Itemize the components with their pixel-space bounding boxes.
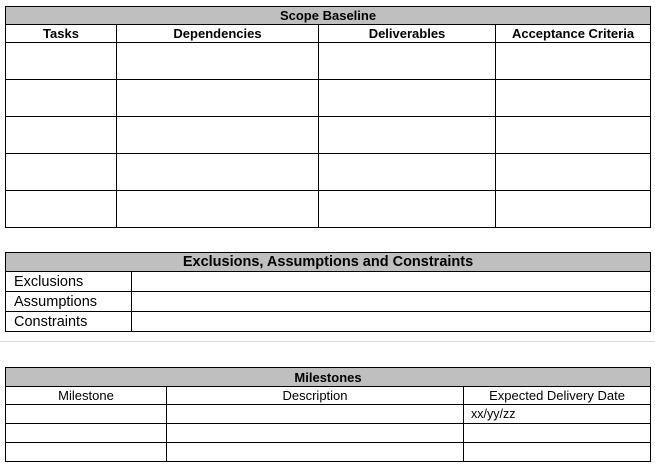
table-cell[interactable] — [319, 191, 496, 228]
column-header-acceptance-criteria: Acceptance Criteria — [496, 25, 651, 43]
milestones-table — [5, 367, 651, 462]
column-header-tasks: Tasks — [6, 25, 117, 43]
scope-baseline-table — [5, 6, 651, 228]
table-cell[interactable] — [319, 43, 496, 80]
table-cell[interactable] — [496, 154, 651, 191]
row-label-exclusions: Exclusions — [6, 272, 132, 292]
table-row — [6, 424, 651, 443]
table-row — [6, 80, 651, 117]
column-header-expected-delivery-date: Expected Delivery Date — [464, 387, 651, 405]
exclusions-assumptions-constraints-table — [5, 252, 651, 332]
table-row — [6, 117, 651, 154]
table-row — [6, 292, 651, 312]
exclusions-value-cell[interactable] — [132, 272, 651, 292]
delivery-date-cell[interactable] — [464, 424, 651, 443]
description-cell[interactable] — [167, 424, 464, 443]
table-cell[interactable] — [117, 154, 319, 191]
table-cell[interactable] — [319, 117, 496, 154]
column-header-milestone: Milestone — [6, 387, 167, 405]
table-row — [6, 154, 651, 191]
table-row — [6, 443, 651, 462]
table-cell[interactable] — [117, 80, 319, 117]
table-row — [6, 43, 651, 80]
table-cell[interactable] — [6, 80, 117, 117]
row-label-assumptions: Assumptions — [6, 292, 132, 312]
table-cell[interactable] — [6, 191, 117, 228]
row-label-constraints: Constraints — [6, 312, 132, 332]
milestone-cell[interactable] — [6, 443, 167, 462]
table-row — [6, 312, 651, 332]
delivery-date-cell[interactable]: xx/yy/zz — [464, 405, 651, 424]
table-cell[interactable] — [117, 117, 319, 154]
constraints-value-cell[interactable] — [132, 312, 651, 332]
table-cell[interactable] — [6, 117, 117, 154]
milestones-title: Milestones — [6, 368, 651, 387]
table-cell[interactable] — [319, 80, 496, 117]
column-header-dependencies: Dependencies — [117, 25, 319, 43]
eac-title: Exclusions, Assumptions and Constraints — [6, 253, 651, 272]
column-header-description: Description — [167, 387, 464, 405]
table-row — [6, 272, 651, 292]
delivery-date-cell[interactable] — [464, 443, 651, 462]
description-cell[interactable] — [167, 405, 464, 424]
description-cell[interactable] — [167, 443, 464, 462]
table-cell[interactable] — [319, 154, 496, 191]
column-header-deliverables: Deliverables — [319, 25, 496, 43]
section-divider — [0, 341, 655, 342]
table-cell[interactable] — [117, 43, 319, 80]
table-cell[interactable] — [496, 191, 651, 228]
table-row — [6, 191, 651, 228]
table-cell[interactable] — [6, 154, 117, 191]
table-cell[interactable] — [496, 117, 651, 154]
scope-baseline-title: Scope Baseline — [6, 7, 651, 25]
table-cell[interactable] — [117, 191, 319, 228]
milestone-cell[interactable] — [6, 405, 167, 424]
table-cell[interactable] — [496, 43, 651, 80]
assumptions-value-cell[interactable] — [132, 292, 651, 312]
table-cell[interactable] — [6, 43, 117, 80]
milestone-cell[interactable] — [6, 424, 167, 443]
table-cell[interactable] — [496, 80, 651, 117]
table-row — [6, 405, 651, 424]
